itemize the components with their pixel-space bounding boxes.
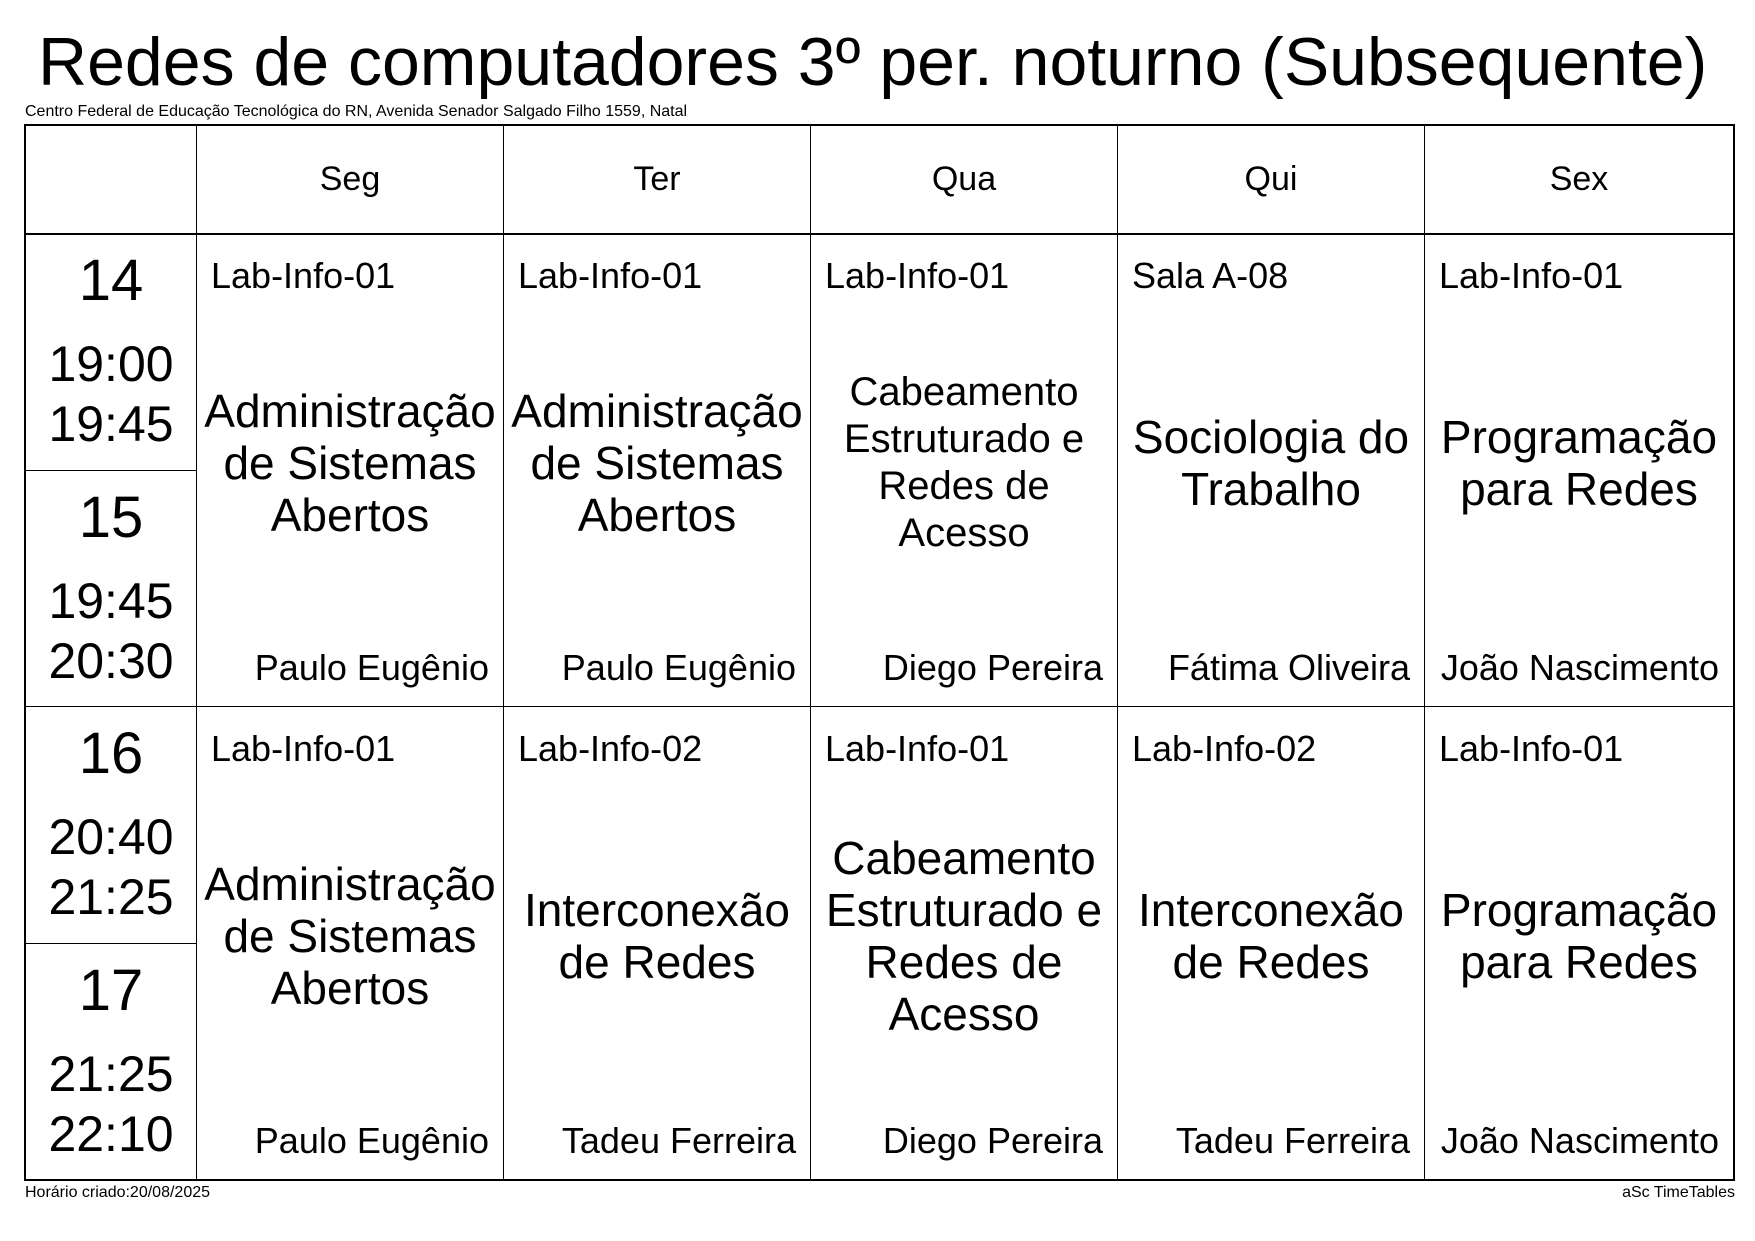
lesson-card[interactable]: [811, 707, 1117, 1179]
period-time: [26, 334, 196, 454]
day-header-qua: Qua: [931, 160, 997, 198]
lesson-teacher: Paulo Eugênio: [254, 647, 489, 688]
period-start: 20:40: [48, 809, 174, 865]
lesson-subject: Cabeamento Estruturado e Redes de Acesso: [843, 370, 1085, 555]
institution-address: Centro Federal de Educação Tecnológica do RN, Avenida Senador Salgado Filho 1559, Natal: [25, 103, 688, 120]
lesson-room: Lab-Info-01: [518, 255, 703, 296]
period-time: [26, 1044, 196, 1164]
period-cell: [26, 471, 196, 706]
period-number: 17: [78, 958, 144, 1023]
lesson-card[interactable]: [197, 707, 503, 1179]
lesson-card[interactable]: [504, 707, 810, 1179]
lesson-teacher: Paulo Eugênio: [254, 1120, 489, 1161]
created-date: Horário criado:20/08/2025: [25, 1184, 211, 1201]
lesson-card[interactable]: [197, 234, 503, 706]
period-start: 19:00: [48, 336, 174, 392]
day-header-qui: Qui: [1244, 160, 1298, 198]
lesson-subject-wrap: [510, 777, 804, 1095]
lesson-card[interactable]: [1425, 707, 1733, 1179]
lesson-teacher: Diego Pereira: [882, 647, 1103, 688]
lesson-card[interactable]: [1425, 234, 1733, 706]
lesson-subject: Administração de Sistemas Abertos: [204, 385, 496, 541]
lesson-teacher: Tadeu Ferreira: [1175, 1120, 1410, 1161]
lesson-subject: Interconexão de Redes: [524, 884, 790, 988]
lesson-room: Lab-Info-01: [211, 255, 396, 296]
lesson-room: Lab-Info-01: [211, 728, 396, 769]
lesson-card[interactable]: [1118, 234, 1424, 706]
period-time: [26, 571, 196, 691]
period-end: 19:45: [48, 396, 174, 452]
day-header-seg: Seg: [319, 160, 381, 198]
lesson-room: Lab-Info-01: [825, 255, 1010, 296]
lesson-subject-wrap: [203, 777, 497, 1095]
day-header-sex: Sex: [1549, 160, 1609, 198]
lesson-room: Lab-Info-02: [1132, 728, 1317, 769]
lesson-subject-wrap: [1431, 304, 1727, 622]
period-cell: [26, 707, 196, 943]
lesson-subject-wrap: [1124, 304, 1418, 622]
lesson-subject-wrap: [510, 304, 804, 622]
lesson-subject-wrap: [817, 777, 1111, 1095]
software-credit: aSc TimeTables: [1622, 1184, 1735, 1201]
timetable-grid: [24, 124, 1735, 1181]
period-start: 19:45: [48, 573, 174, 629]
lesson-subject: Interconexão de Redes: [1138, 884, 1404, 988]
lesson-subject: Sociologia do Trabalho: [1132, 411, 1410, 515]
lesson-room: Lab-Info-02: [518, 728, 703, 769]
period-cell: [26, 944, 196, 1179]
lesson-subject-wrap: [1431, 777, 1727, 1095]
lesson-teacher: Paulo Eugênio: [561, 647, 796, 688]
period-number: 15: [78, 485, 144, 550]
period-number: 14: [78, 248, 144, 313]
page-title: Redes de computadores 3º per. noturno (Subsequente): [38, 24, 1708, 100]
lesson-room: Sala A-08: [1132, 255, 1289, 296]
period-end: 22:10: [48, 1106, 174, 1162]
lesson-subject: Administração de Sistemas Abertos: [511, 385, 803, 541]
period-cell: [26, 234, 196, 470]
lesson-card[interactable]: [811, 234, 1117, 706]
lesson-card[interactable]: [504, 234, 810, 706]
lesson-subject-wrap: [1124, 777, 1418, 1095]
period-time: [26, 807, 196, 927]
lesson-subject: Cabeamento Estruturado e Redes de Acesso: [825, 832, 1103, 1040]
lesson-subject-wrap: [203, 304, 497, 622]
lesson-subject-wrap: [817, 304, 1111, 622]
lesson-room: Lab-Info-01: [1439, 255, 1624, 296]
lesson-teacher: João Nascimento: [1440, 1120, 1719, 1161]
lesson-teacher: Fátima Oliveira: [1167, 647, 1410, 688]
lesson-teacher: João Nascimento: [1440, 647, 1719, 688]
lesson-room: Lab-Info-01: [1439, 728, 1624, 769]
lesson-room: Lab-Info-01: [825, 728, 1010, 769]
lesson-subject: Administração de Sistemas Abertos: [204, 858, 496, 1014]
lesson-subject: Programação para Redes: [1440, 884, 1718, 988]
period-end: 21:25: [48, 869, 174, 925]
lesson-teacher: Diego Pereira: [882, 1120, 1103, 1161]
period-start: 21:25: [48, 1046, 174, 1102]
lesson-teacher: Tadeu Ferreira: [561, 1120, 796, 1161]
lesson-card[interactable]: [1118, 707, 1424, 1179]
lesson-subject: Programação para Redes: [1440, 411, 1718, 515]
day-header-ter: Ter: [633, 160, 681, 198]
period-number: 16: [78, 721, 144, 786]
period-end: 20:30: [48, 633, 174, 689]
